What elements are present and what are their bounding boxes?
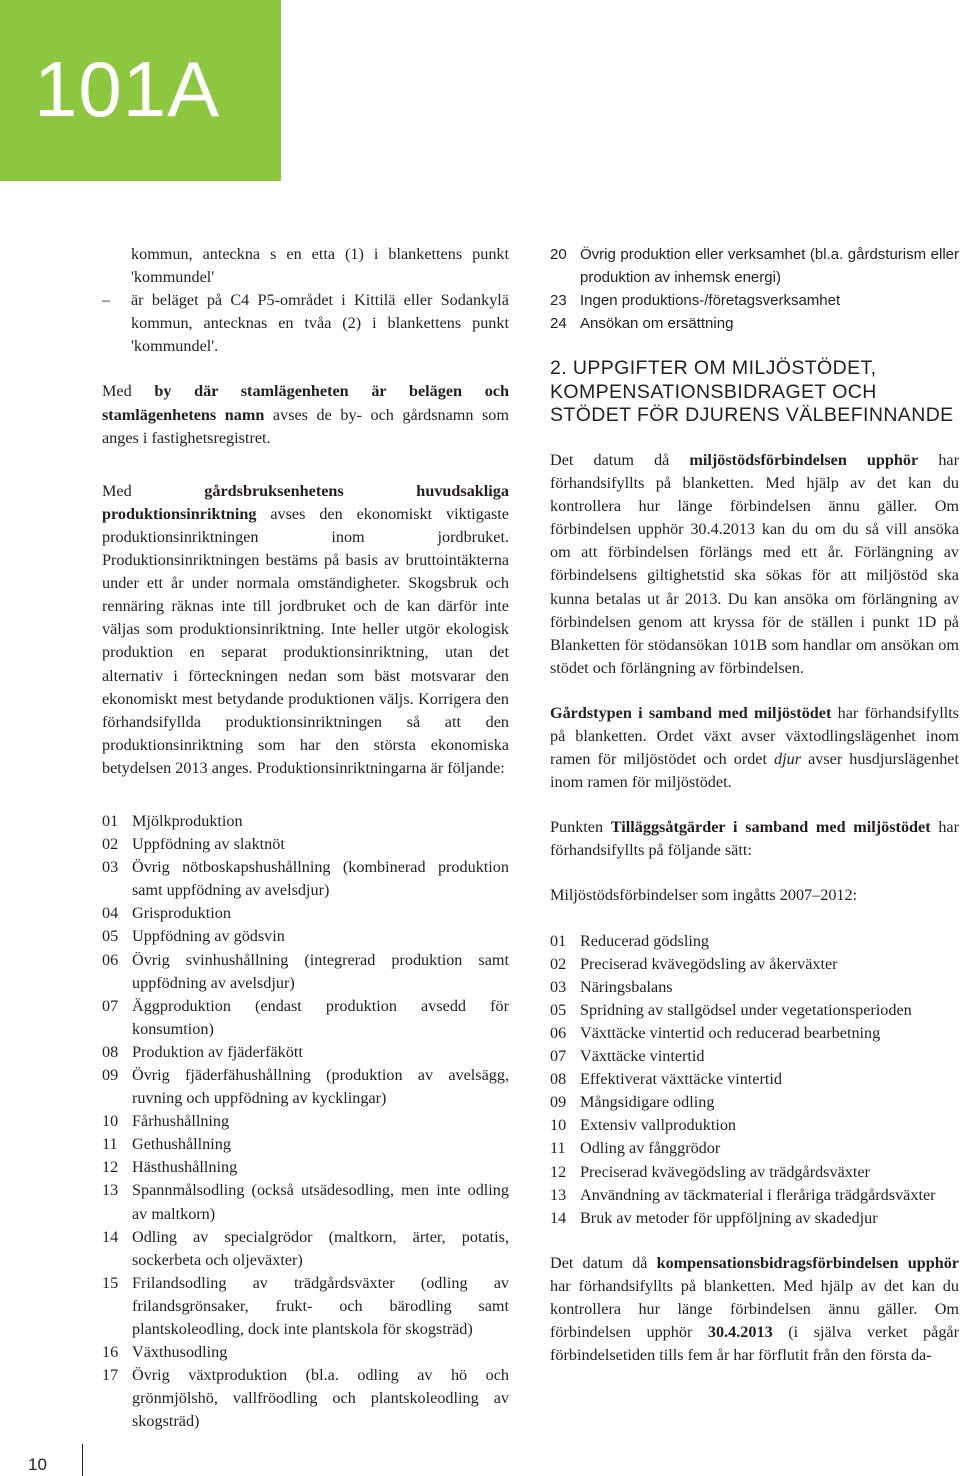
farmtype-paragraph: Gårdstypen i samband med miljöstödet har förhandsifyllts på blanketten. Ordet växt avser växtodlingslägenhet inom ramen för miljöstödet och ordet djur avser husdjurslägenhet inom ramen för miljöstödet. (550, 703, 959, 792)
list-item-text: Bruk av metoder för uppföljning av skadedjur (580, 1208, 878, 1227)
page-number: 10 (28, 1455, 47, 1474)
footer-divider (82, 1444, 83, 1476)
list-item-number: 07 (102, 996, 119, 1015)
production-list-item (102, 1226, 509, 1272)
list-item-number: 03 (550, 977, 567, 996)
measure-list-item (550, 1161, 959, 1184)
compensation-date: 30.4.2013 (707, 1323, 773, 1342)
list-item-number: 05 (102, 927, 119, 946)
list-item-text: Gethushållning (132, 1135, 231, 1154)
list-item-number: 13 (550, 1185, 567, 1204)
additional-measures-paragraph: Punkten Tilläggsåtgärder i samband med miljöstödet har förhandsifyllts på följande sätt: (550, 818, 960, 860)
list-item-text: Ingen produktions-/företagsverksamhet (580, 292, 841, 310)
production-list-item (102, 810, 509, 833)
additional-measures-term: Tilläggsåtgärder i samband med miljöstödet (610, 818, 931, 837)
dash-marker: – (102, 291, 111, 310)
production-list-item (102, 1272, 509, 1341)
left-column (102, 243, 509, 1434)
production-list-item (102, 1110, 509, 1133)
intro-continuation: kommun, anteckna s en etta (1) i blankettens punkt 'kommundel' (131, 245, 509, 287)
list-item-number: 11 (550, 1139, 566, 1158)
list-item-text: Ansökan om ersättning (580, 315, 734, 333)
list-item-text: Spridning av stallgödsel under vegetationsperioden (580, 1000, 912, 1019)
list-item-number: 08 (550, 1070, 567, 1089)
form-code-label: 101A (34, 45, 221, 133)
measure-list-item (550, 1137, 959, 1160)
list-item-text: Fårhushållning (132, 1112, 230, 1131)
list-item-number: 23 (550, 292, 567, 310)
list-item-number: 05 (550, 1000, 567, 1019)
commitments-period-line: Miljöstödsförbindelser som ingåtts 2007–2012: (550, 886, 858, 905)
production-list-item (102, 1179, 509, 1225)
list-item-number: 24 (550, 315, 567, 333)
village-paragraph: Med by där stamlägenheten är belägen och stamlägenhetens namn avses de by- och gårdsnamn som anges i fastighetsregistret. (102, 382, 509, 447)
list-item-text: Övrig svinhushållning (integrerad produktion samt uppfödning av avelsdjur) (132, 950, 509, 992)
list-item-number: 03 (102, 858, 119, 877)
list-item-text: Extensiv vallproduktion (580, 1116, 737, 1135)
measure-list-item (550, 976, 959, 999)
list-item-text: Preciserad kvävegödsling av trädgårdsväxter (580, 1162, 870, 1181)
list-item-text: Mjölkproduktion (132, 811, 243, 830)
list-item-text: Övrig produktion eller verksamhet (bl.a. gårdsturism eller produktion av inhemsk energi) (580, 246, 959, 287)
list-item-text: Uppfödning av slaktnöt (132, 835, 285, 854)
list-item-number: 06 (102, 950, 119, 969)
measure-list-item (550, 1207, 959, 1230)
production-list-item (102, 995, 509, 1041)
production-list-item (102, 902, 509, 925)
village-term: by där stamlägenheten är belägen och stamlägenhetens namn (102, 382, 509, 424)
measure-list-item (550, 1045, 959, 1068)
measure-list-item (550, 953, 959, 976)
list-item-text: Äggproduktion (endast produktion avsedd för konsumtion) (132, 996, 509, 1038)
production-term: gårdsbruksenhetens huvudsakliga produktionsinriktning (102, 481, 509, 523)
list-item-text: Uppfödning av gödsvin (132, 927, 285, 946)
list-item-number: 13 (102, 1181, 119, 1200)
list-item-number: 04 (102, 904, 119, 923)
production-list-item (102, 856, 509, 902)
continued-production-list (550, 243, 959, 335)
list-item-number: 08 (102, 1042, 119, 1061)
list-item-number: 14 (102, 1227, 119, 1246)
measure-list-item (550, 1068, 959, 1091)
list-item-text: Odling av fånggrödor (580, 1139, 721, 1158)
list-item-text: Övrig fjäderfähushållning (produktion av avelsägg, ruvning och uppfödning av kycklingar) (132, 1066, 509, 1108)
list-item-number: 11 (102, 1135, 118, 1154)
production-paragraph: Med gårdsbruksenhetens huvudsakliga produktionsinriktning avses den ekonomiskt viktigaste produktionsinriktningen inom jordbruket. Produktionsinriktningen bestäms på basis av bruttointäkterna under ett år under normala omständigheter. Skogsbruk och rennäring räknas inte till jordbruket och de kan därför inte väljas som produktionsinriktning. Inte heller utgör ekologisk produktion en separat produktionsinriktning, utan det alternativ i förteckningen nedan som bäst motsvarar den ekonomiskt mest betydande produktionen väljs. Korrigera den förhandsifyllda produktionsinriktningen så att den produktionsinriktning som har den största ekonomiska betydelsen 2013 anges. Produktionsinriktningarna är följande: (102, 481, 509, 777)
list-item-text: Användning av täckmaterial i fleråriga trädgårdsväxter (580, 1185, 936, 1204)
compensation-paragraph: Det datum då kompensationsbidragsförbindelsen upphör har förhandsifyllts på blanketten. Med hjälp av det kan du kontrollera hur länge förbindelsen ännu gäller. Om förbindelsen upphör 30.4.2013 (i själva verket pågår förbindelsetiden tills fem år har förflutit från den första da- (550, 1253, 959, 1365)
list-item-number: 01 (102, 811, 119, 830)
list-item-text: Spannmålsodling (också utsädesodling, men inte odling av maltkorn) (132, 1181, 509, 1223)
list-item-number: 15 (102, 1273, 119, 1292)
list-item-number: 09 (550, 1093, 567, 1112)
farmtype-term: Gårdstypen i samband med miljöstödet (550, 703, 832, 722)
list-item-text: Växttäcke vintertid (580, 1047, 705, 1066)
list-item-number: 09 (102, 1066, 119, 1084)
list-item-number: 12 (102, 1158, 119, 1177)
list-item-number: 06 (550, 1023, 567, 1042)
list-item-text: Odling av specialgrödor (maltkorn, ärter, potatis, sockerbeta och oljeväxter) (132, 1227, 509, 1269)
list-item-number: 10 (550, 1116, 567, 1135)
list-item-number: 02 (550, 954, 567, 973)
list-item-text: Näringsbalans (580, 977, 673, 996)
list-item-text: Växttäcke vintertid och reducerad bearbetning (580, 1023, 881, 1042)
production-list-item (102, 925, 509, 948)
production-list-item (102, 949, 509, 995)
list-item-text: Frilandsodling av trädgårdsväxter (odling av frilandsgrönsaker, frukt- och bärodling samt plantskoleodling, dock inte plantskola för skogsträd) (132, 1273, 509, 1339)
list-item-number: 14 (550, 1208, 567, 1227)
production-list-item (102, 833, 509, 856)
list-item-text: Reducerad gödsling (580, 931, 710, 950)
list-item-text: Hästhushållning (132, 1158, 238, 1177)
list-item-number: 10 (102, 1112, 119, 1131)
list-item-text: Produktion av fjäderfäkött (132, 1042, 303, 1061)
measure-list-item (550, 1022, 959, 1045)
dash-item-text: är beläget på C4 P5-området i Kittilä eller Sodankylä kommun, antecknas en tvåa (2) i blankettens punkt 'kommundel'. (131, 291, 509, 356)
section-tab (0, 0, 281, 181)
list-item-number: 17 (102, 1366, 119, 1385)
list-item-number: 01 (550, 931, 567, 950)
commitment-term: miljöstödsförbindelsen upphör (689, 450, 919, 469)
list-item-number: 02 (102, 835, 119, 854)
production-list-item (102, 1341, 509, 1364)
list-item-number: 12 (550, 1162, 567, 1181)
production-list-item (102, 1064, 509, 1110)
production-list-item (102, 1041, 509, 1064)
production-list (102, 810, 509, 1434)
commitment-paragraph: Det datum då miljöstödsförbindelsen upphör har förhandsifyllts på blanketten. Med hjälp av det kan du kontrollera hur länge förbindelsen ännu gäller. Om förbindelsen upphör 30.4.2013 kan du om du så vill ansöka om att förbindelsen förlängs med ett år. Förlängning av förbindelsens giltighetstid ska sökas för att miljöstöd ska kunna betalas ut år 2013. Du kan ansöka om förlängning av förbindelsen genom att kryssa för de ställen i punkt 1D på Blanketten för stödansökan 101B som handlar om ansökan om stödet och förlängning av förbindelsen. (550, 450, 959, 677)
continued-list-item (550, 289, 959, 312)
production-list-item (102, 1133, 509, 1156)
dash-list-item (102, 289, 509, 358)
production-list-item (102, 1364, 509, 1433)
measure-list-item (550, 1114, 959, 1137)
list-item-number: 07 (550, 1047, 567, 1066)
continued-list-item (550, 243, 959, 289)
compensation-term: kompensationsbidragsförbindelsen upphör (656, 1253, 959, 1272)
list-item-text: Preciserad kvävegödsling av åkerväxter (580, 954, 838, 973)
measure-list-item (550, 999, 959, 1022)
continued-list-item (550, 312, 959, 335)
production-list-item (102, 1156, 509, 1179)
list-item-text: Mångsidigare odling (580, 1093, 715, 1112)
measure-list-item (550, 1091, 959, 1114)
farmtype-italic-word: djur (774, 750, 802, 769)
list-item-text: Grisproduktion (132, 904, 231, 923)
measure-list-item (550, 1184, 959, 1207)
list-item-number: 20 (550, 246, 567, 263)
list-item-text: Växthusodling (132, 1343, 228, 1362)
list-item-text: Övrig växtproduktion (bl.a. odling av hö och grönmjölshö, vallfröodling och plantskoleodling av skogsträd) (132, 1366, 509, 1431)
list-item-text: Övrig nötboskapshushållning (kombinerad produktion samt uppfödning av avelsdjur) (132, 858, 509, 900)
measures-list (550, 930, 959, 1230)
list-item-number: 16 (102, 1343, 119, 1362)
section-heading: 2. UPPGIFTER OM MILJÖSTÖDET, KOMPENSATIONSBIDRAGET OCH STÖDET FÖR DJURENS VÄLBEFINNANDE (550, 357, 954, 426)
measure-list-item (550, 930, 959, 953)
right-column (550, 243, 959, 1367)
list-item-text: Effektiverat växttäcke vintertid (580, 1070, 782, 1089)
